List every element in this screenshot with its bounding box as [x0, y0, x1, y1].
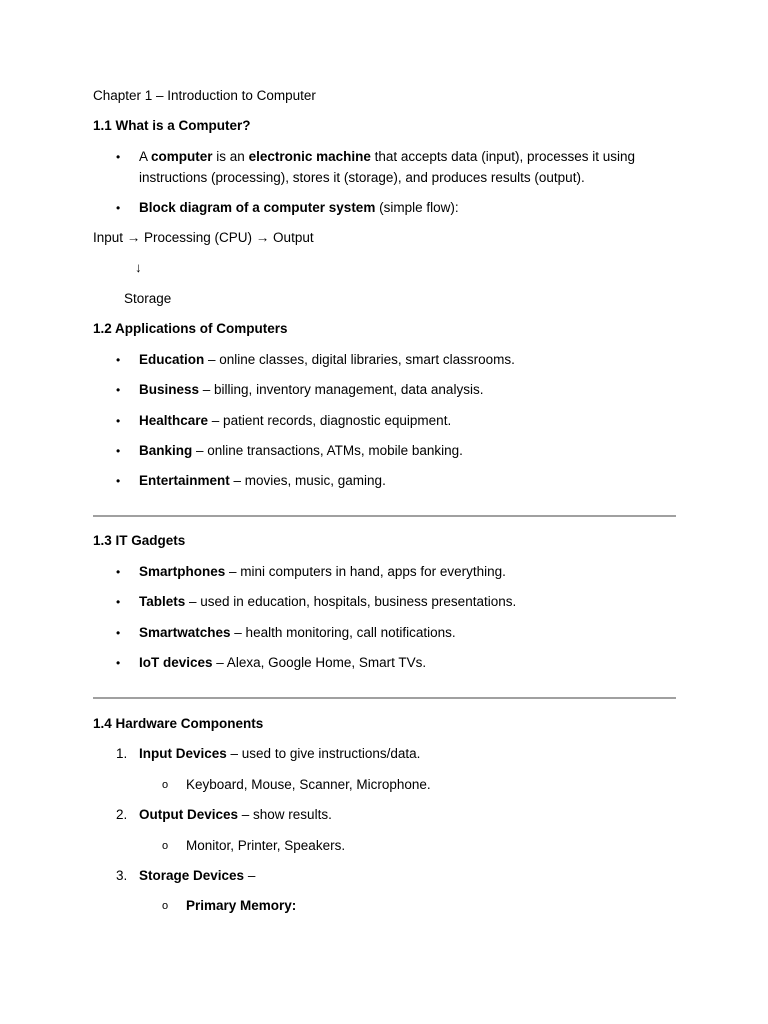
bullet: • — [116, 565, 121, 579]
list-number: 2. — [116, 807, 128, 822]
bullet: • — [116, 150, 121, 164]
numbered-item: Storage Devices – — [139, 868, 256, 883]
list-number: 3. — [116, 868, 128, 883]
section-heading-1-2: 1.2 Applications of Computers — [93, 321, 288, 336]
sub-list-item: Primary Memory: — [186, 898, 297, 913]
numbered-item: Output Devices – show results. — [139, 807, 332, 822]
bullet: • — [116, 626, 121, 640]
chapter-title: Chapter 1 – Introduction to Computer — [93, 88, 316, 103]
list-item: Entertainment – movies, music, gaming. — [139, 473, 386, 488]
bullet: • — [116, 656, 121, 670]
list-item: Smartphones – mini computers in hand, apps for everything. — [139, 564, 506, 579]
sub-bullet: o — [162, 840, 169, 852]
sub-bullet: o — [162, 900, 169, 912]
list-item: Business – billing, inventory management, data analysis. — [139, 382, 484, 397]
computer-definition-line-1: A computer is an electronic machine that accepts data (input), processes it using — [139, 149, 636, 164]
list-item: Banking – online transactions, ATMs, mobile banking. — [139, 443, 463, 458]
bullet: • — [116, 444, 121, 458]
sub-bullet: o — [162, 779, 169, 791]
list-item: IoT devices – Alexa, Google Home, Smart TVs. — [139, 655, 427, 670]
bullet: • — [116, 353, 121, 367]
bullet: • — [116, 201, 121, 215]
section-heading-1-1: 1.1 What is a Computer? — [93, 118, 251, 133]
block-diagram-item: Block diagram of a computer system (simple flow): — [139, 200, 459, 215]
computer-definition-line-2: instructions (processing), stores it (storage), and produces results (output). — [139, 170, 585, 185]
bullet: • — [116, 383, 121, 397]
storage-label: Storage — [124, 291, 172, 306]
list-number: 1. — [116, 746, 128, 761]
horizontal-divider — [93, 697, 676, 699]
section-heading-1-3: 1.3 IT Gadgets — [93, 533, 186, 548]
list-item: Smartwatches – health monitoring, call notifications. — [139, 625, 456, 640]
sub-list-item: Keyboard, Mouse, Scanner, Microphone. — [186, 777, 431, 792]
list-item: Healthcare – patient records, diagnostic equipment. — [139, 413, 452, 428]
flow-diagram-text: Input → Processing (CPU) → Output — [93, 230, 314, 245]
section-heading-1-4: 1.4 Hardware Components — [93, 716, 264, 731]
horizontal-divider — [93, 515, 676, 517]
list-item: Tablets – used in education, hospitals, business presentations. — [139, 594, 517, 609]
numbered-item: Input Devices – used to give instructions/data. — [139, 746, 421, 761]
bullet: • — [116, 474, 121, 488]
bullet: • — [116, 414, 121, 428]
sub-list-item: Monitor, Printer, Speakers. — [186, 838, 346, 853]
list-item: Education – online classes, digital libraries, smart classrooms. — [139, 352, 515, 367]
bullet: • — [116, 595, 121, 609]
down-arrow-icon: ↓ — [135, 260, 142, 275]
